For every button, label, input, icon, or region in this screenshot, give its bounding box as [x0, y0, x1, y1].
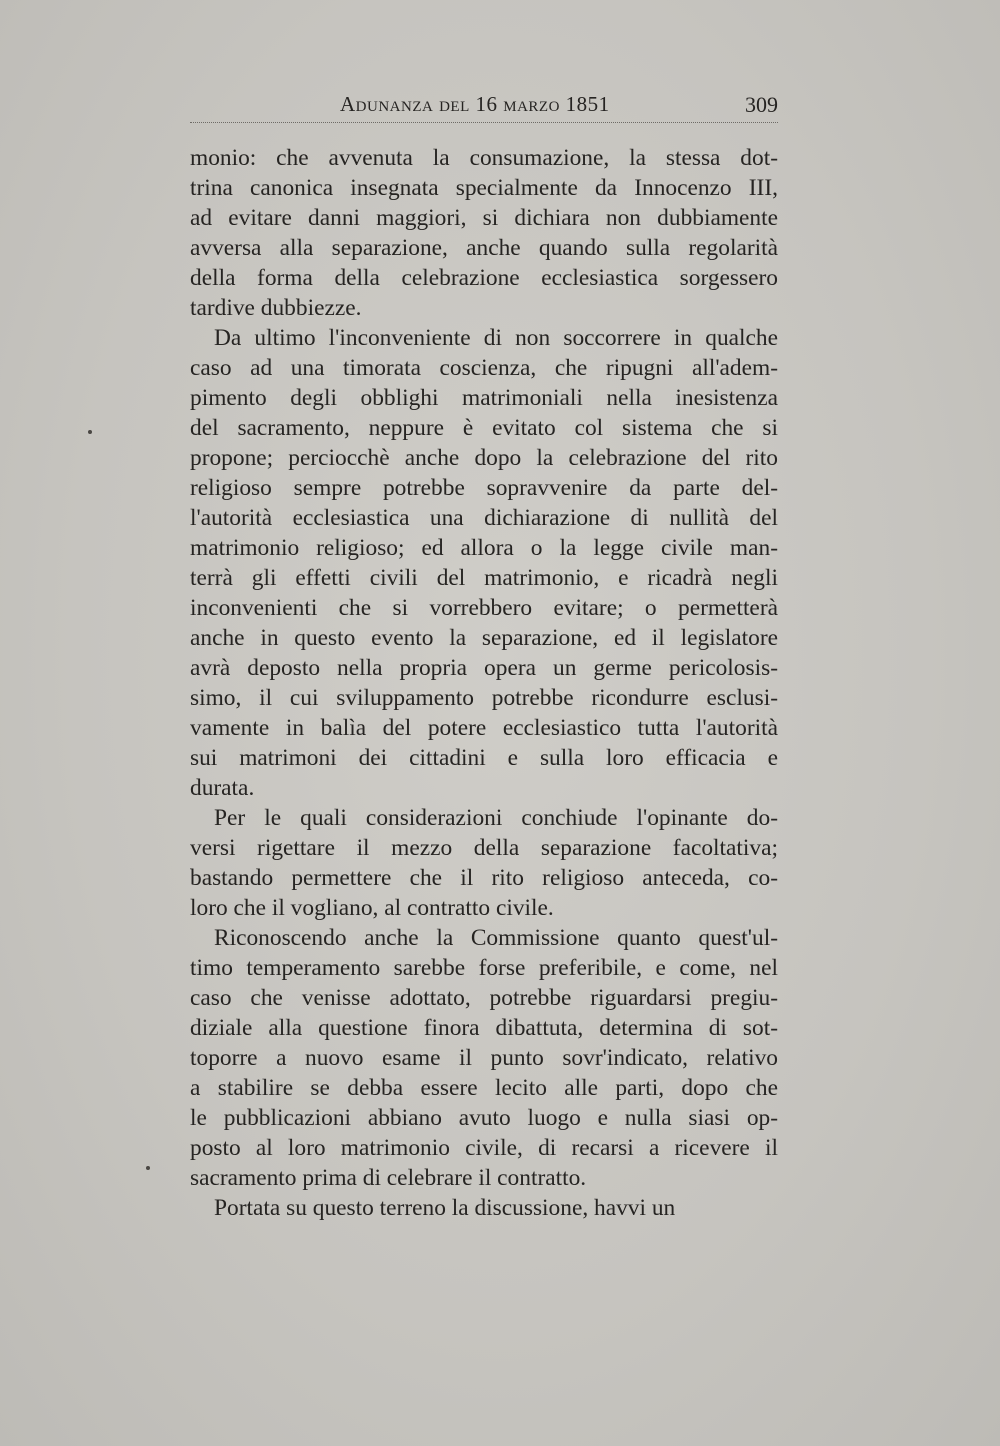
text-line: avversa alla separazione, anche quando sulla regolarità — [190, 235, 778, 261]
text-line: timo temperamento sarebbe forse preferibile, e come, nel — [190, 955, 778, 981]
paragraph — [190, 323, 778, 803]
text-line: monio: che avvenuta la consumazione, la stessa dot- — [190, 145, 778, 171]
page-header — [190, 88, 778, 123]
text-line: versi rigettare il mezzo della separazione facoltativa; — [190, 835, 778, 861]
text-line: sui matrimoni dei cittadini e sulla loro efficacia e — [190, 745, 778, 771]
text-line: a stabilire se debba essere lecito alle parti, dopo che — [190, 1075, 778, 1101]
text-line: propone; perciocchè anche dopo la celebrazione del rito — [190, 445, 778, 471]
paragraph — [190, 143, 778, 323]
text-line: del sacramento, neppure è evitato col sistema che si — [190, 415, 778, 441]
margin-speck — [88, 430, 92, 434]
text-line: tardive dubbiezze. — [190, 295, 362, 321]
text-line: posto al loro matrimonio civile, di recarsi a ricevere il — [190, 1135, 778, 1161]
text-line: inconvenienti che si vorrebbero evitare; o permetterà — [190, 595, 778, 621]
page-number: 309 — [745, 92, 778, 117]
text-line: della forma della celebrazione ecclesiastica sorgessero — [190, 265, 778, 291]
text-line: le pubblicazioni abbiano avuto luogo e nulla siasi op- — [190, 1105, 778, 1131]
text-line: matrimonio religioso; ed allora o la legge civile man- — [190, 535, 778, 561]
text-line: simo, il cui sviluppamento potrebbe ricondurre esclusi- — [190, 685, 778, 711]
text-line: caso che venisse adottato, potrebbe riguardarsi pregiu- — [190, 985, 778, 1011]
text-line: religioso sempre potrebbe sopravvenire da parte del- — [190, 475, 778, 501]
text-line: durata. — [190, 775, 255, 801]
text-line: pimento degli obblighi matrimoniali nella inesistenza — [190, 385, 778, 411]
margin-speck — [146, 1166, 150, 1170]
text-line: Portata su questo terreno la discussione, havvi un — [214, 1195, 676, 1221]
paragraph — [190, 803, 778, 923]
text-line: anche in questo evento la separazione, ed il legislatore — [190, 625, 778, 651]
text-line: l'autorità ecclesiastica una dichiarazione di nullità del — [190, 505, 778, 531]
text-line: loro che il vogliano, al contratto civile. — [190, 895, 554, 921]
paragraph — [190, 1193, 778, 1223]
text-line: vamente in balìa del potere ecclesiastico tutta l'autorità — [190, 715, 778, 741]
paragraph — [190, 923, 778, 1193]
text-line: trina canonica insegnata specialmente da Innocenzo III, — [190, 175, 778, 201]
text-line: ad evitare danni maggiori, si dichiara non dubbiamente — [190, 205, 778, 231]
text-line: toporre a nuovo esame il punto sovr'indicato, relativo — [190, 1045, 778, 1071]
text-line: bastando permettere che il rito religioso anteceda, co- — [190, 865, 778, 891]
text-line: diziale alla questione finora dibattuta, determina di sot- — [190, 1015, 778, 1041]
text-line: sacramento prima di celebrare il contratto. — [190, 1165, 587, 1191]
text-line: Da ultimo l'inconveniente di non soccorrere in qualche — [214, 325, 778, 351]
running-head: Adunanza del 16 marzo 1851 — [340, 92, 610, 116]
text-line: Per le quali considerazioni conchiude l'opinante do- — [214, 805, 778, 831]
text-line: avrà deposto nella propria opera un germe pericolosis- — [190, 655, 778, 681]
text-line: terrà gli effetti civili del matrimonio, e ricadrà negli — [190, 565, 778, 591]
text-line: caso ad una timorata coscienza, che ripugni all'adem- — [190, 355, 778, 381]
body-text — [190, 143, 778, 1223]
text-line: Riconoscendo anche la Commissione quanto quest'ul- — [214, 925, 778, 951]
